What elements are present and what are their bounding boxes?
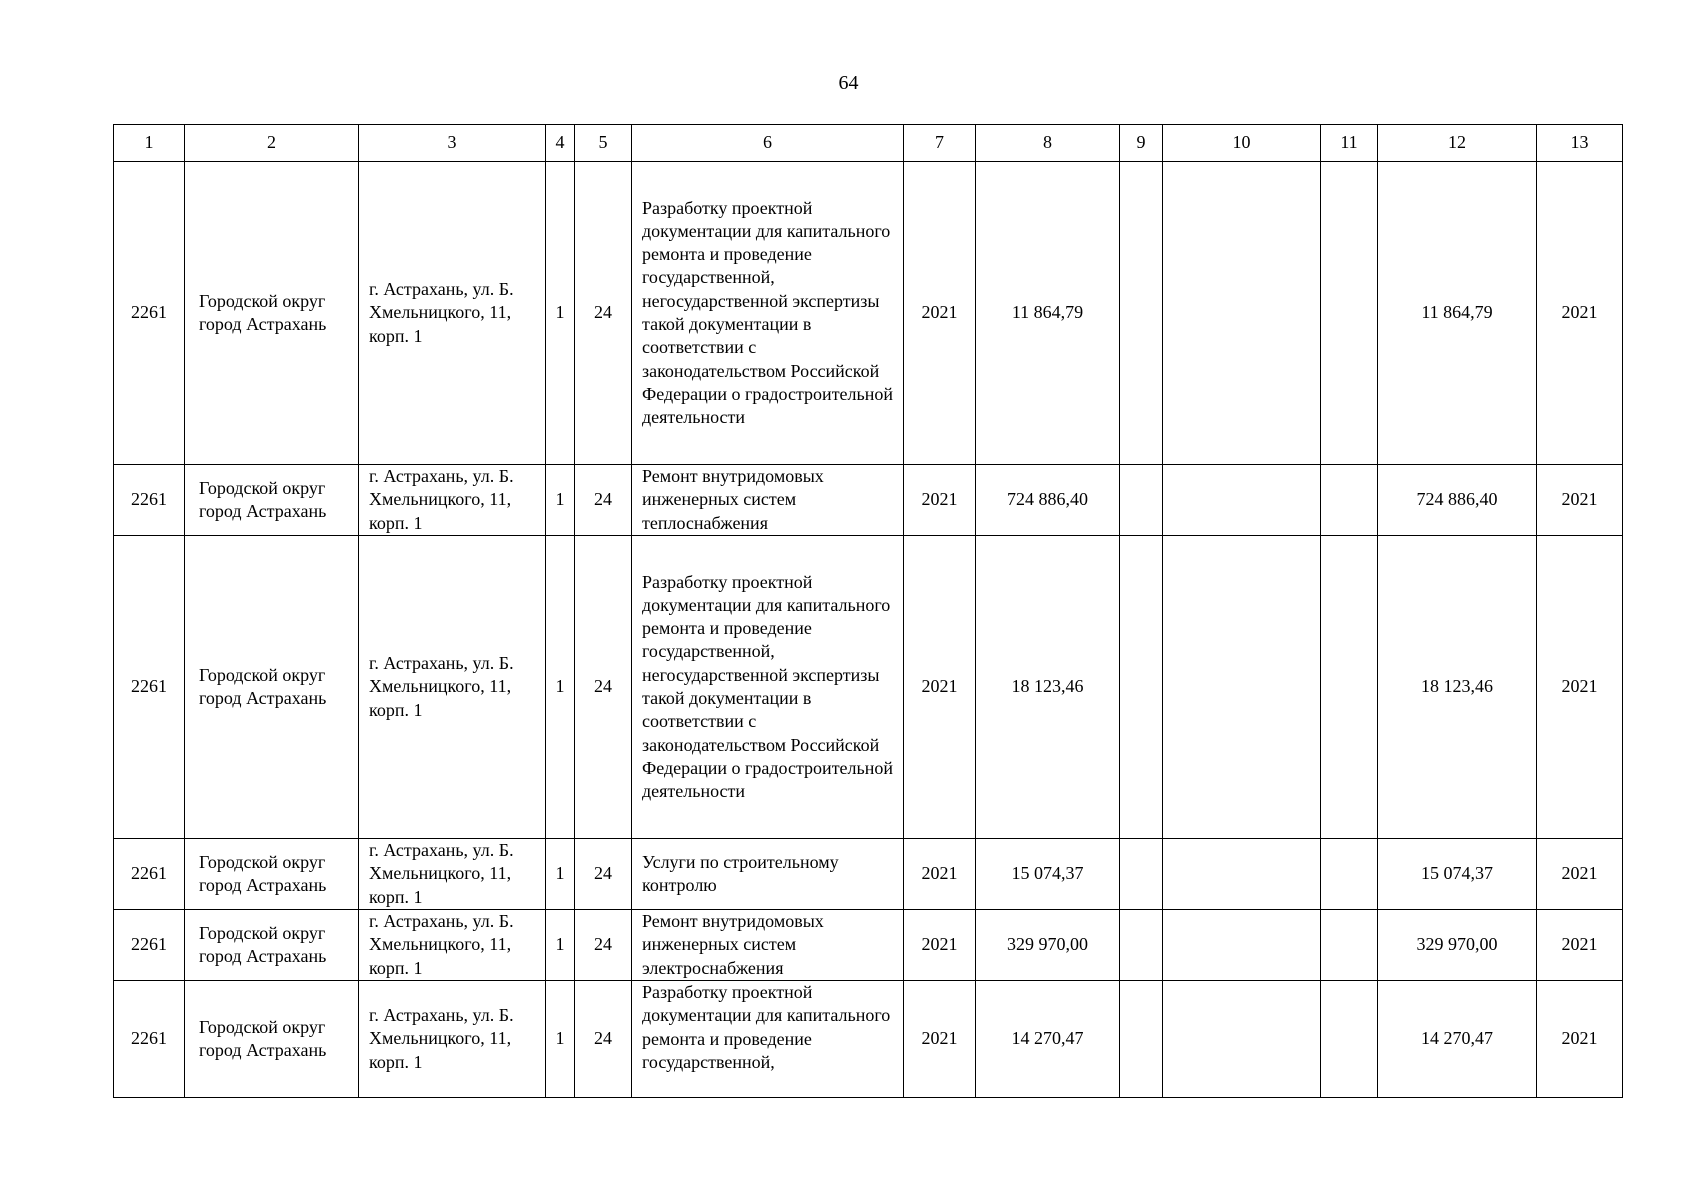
cost-cell: 15 074,37 <box>1378 839 1537 910</box>
col5-cell: 24 <box>575 839 632 910</box>
year-cell: 2021 <box>904 839 976 910</box>
code-cell: 2261 <box>114 536 185 839</box>
col4-cell: 1 <box>546 839 575 910</box>
municipality-cell: Городской округ город Астрахань <box>185 162 359 465</box>
col10-cell <box>1163 981 1321 1098</box>
year-cell: 2021 <box>904 465 976 536</box>
cost-cell: 724 886,40 <box>1378 465 1537 536</box>
address-cell: г. Астрахань, ул. Б. Хмельницкого, 11, корп. 1 <box>359 162 546 465</box>
col4-cell: 1 <box>546 910 575 981</box>
table-row <box>114 536 1623 839</box>
municipality-cell: Городской округ город Астрахань <box>185 839 359 910</box>
col11-cell <box>1321 981 1378 1098</box>
col11-cell <box>1321 910 1378 981</box>
work-description-cell: Разработку проектной документации для капитального ремонта и проведение государственной, негосударственной экспертизы такой документации в соответствии с законодательством Российской Федерации о градостроительной деятельности <box>632 162 904 465</box>
col9-cell <box>1120 536 1163 839</box>
table-header-row <box>114 125 1623 162</box>
year-cell: 2021 <box>1537 465 1623 536</box>
total-cost-cell: 724 886,40 <box>976 465 1120 536</box>
work-description-cell: Ремонт внутридомовых инженерных систем теплоснабжения <box>632 465 904 536</box>
col4-cell: 1 <box>546 465 575 536</box>
municipality-cell: Городской округ город Астрахань <box>185 536 359 839</box>
work-description-cell: Услуги по строительному контролю <box>632 839 904 910</box>
code-cell: 2261 <box>114 981 185 1098</box>
cost-cell: 14 270,47 <box>1378 981 1537 1098</box>
header-cell: 5 <box>575 125 632 162</box>
col11-cell <box>1321 162 1378 465</box>
work-description-cell: Ремонт внутридомовых инженерных систем электроснабжения <box>632 910 904 981</box>
year-cell: 2021 <box>904 910 976 981</box>
year-cell: 2021 <box>904 536 976 839</box>
municipality-cell: Городской округ город Астрахань <box>185 981 359 1098</box>
address-cell: г. Астрахань, ул. Б. Хмельницкого, 11, корп. 1 <box>359 910 546 981</box>
code-cell: 2261 <box>114 839 185 910</box>
table-row <box>114 839 1623 910</box>
header-cell: 10 <box>1163 125 1321 162</box>
cost-cell: 18 123,46 <box>1378 536 1537 839</box>
col9-cell <box>1120 839 1163 910</box>
header-cell: 2 <box>185 125 359 162</box>
col9-cell <box>1120 162 1163 465</box>
header-cell: 6 <box>632 125 904 162</box>
total-cost-cell: 14 270,47 <box>976 981 1120 1098</box>
col10-cell <box>1163 536 1321 839</box>
col9-cell <box>1120 465 1163 536</box>
total-cost-cell: 329 970,00 <box>976 910 1120 981</box>
table-row <box>114 465 1623 536</box>
code-cell: 2261 <box>114 162 185 465</box>
total-cost-cell: 11 864,79 <box>976 162 1120 465</box>
address-cell: г. Астрахань, ул. Б. Хмельницкого, 11, корп. 1 <box>359 465 546 536</box>
header-cell: 12 <box>1378 125 1537 162</box>
year-cell: 2021 <box>1537 839 1623 910</box>
work-description-cell: Разработку проектной документации для капитального ремонта и проведение государственной, <box>632 981 904 1098</box>
municipality-cell: Городской округ город Астрахань <box>185 465 359 536</box>
header-cell: 7 <box>904 125 976 162</box>
col11-cell <box>1321 536 1378 839</box>
header-cell: 11 <box>1321 125 1378 162</box>
header-cell: 13 <box>1537 125 1623 162</box>
col4-cell: 1 <box>546 981 575 1098</box>
col10-cell <box>1163 910 1321 981</box>
col10-cell <box>1163 465 1321 536</box>
code-cell: 2261 <box>114 910 185 981</box>
header-cell: 4 <box>546 125 575 162</box>
col4-cell: 1 <box>546 536 575 839</box>
code-cell: 2261 <box>114 465 185 536</box>
col4-cell: 1 <box>546 162 575 465</box>
table-row <box>114 910 1623 981</box>
col5-cell: 24 <box>575 536 632 839</box>
col9-cell <box>1120 910 1163 981</box>
col5-cell: 24 <box>575 981 632 1098</box>
col5-cell: 24 <box>575 162 632 465</box>
repair-program-table <box>113 124 1623 1098</box>
col9-cell <box>1120 981 1163 1098</box>
header-cell: 3 <box>359 125 546 162</box>
cost-cell: 329 970,00 <box>1378 910 1537 981</box>
header-cell: 1 <box>114 125 185 162</box>
year-cell: 2021 <box>1537 910 1623 981</box>
year-cell: 2021 <box>904 162 976 465</box>
col10-cell <box>1163 162 1321 465</box>
year-cell: 2021 <box>1537 981 1623 1098</box>
page-number: 64 <box>838 72 859 94</box>
table-row <box>114 981 1623 1098</box>
col5-cell: 24 <box>575 465 632 536</box>
total-cost-cell: 18 123,46 <box>976 536 1120 839</box>
year-cell: 2021 <box>904 981 976 1098</box>
year-cell: 2021 <box>1537 162 1623 465</box>
col5-cell: 24 <box>575 910 632 981</box>
address-cell: г. Астрахань, ул. Б. Хмельницкого, 11, корп. 1 <box>359 981 546 1098</box>
table-row <box>114 162 1623 465</box>
work-description-cell: Разработку проектной документации для капитального ремонта и проведение государственной, негосударственной экспертизы такой документации в соответствии с законодательством Российской Федерации о градостроительной деятельности <box>632 536 904 839</box>
address-cell: г. Астрахань, ул. Б. Хмельницкого, 11, корп. 1 <box>359 536 546 839</box>
col11-cell <box>1321 465 1378 536</box>
municipality-cell: Городской округ город Астрахань <box>185 910 359 981</box>
col11-cell <box>1321 839 1378 910</box>
total-cost-cell: 15 074,37 <box>976 839 1120 910</box>
col10-cell <box>1163 839 1321 910</box>
year-cell: 2021 <box>1537 536 1623 839</box>
cost-cell: 11 864,79 <box>1378 162 1537 465</box>
header-cell: 8 <box>976 125 1120 162</box>
header-cell: 9 <box>1120 125 1163 162</box>
address-cell: г. Астрахань, ул. Б. Хмельницкого, 11, корп. 1 <box>359 839 546 910</box>
